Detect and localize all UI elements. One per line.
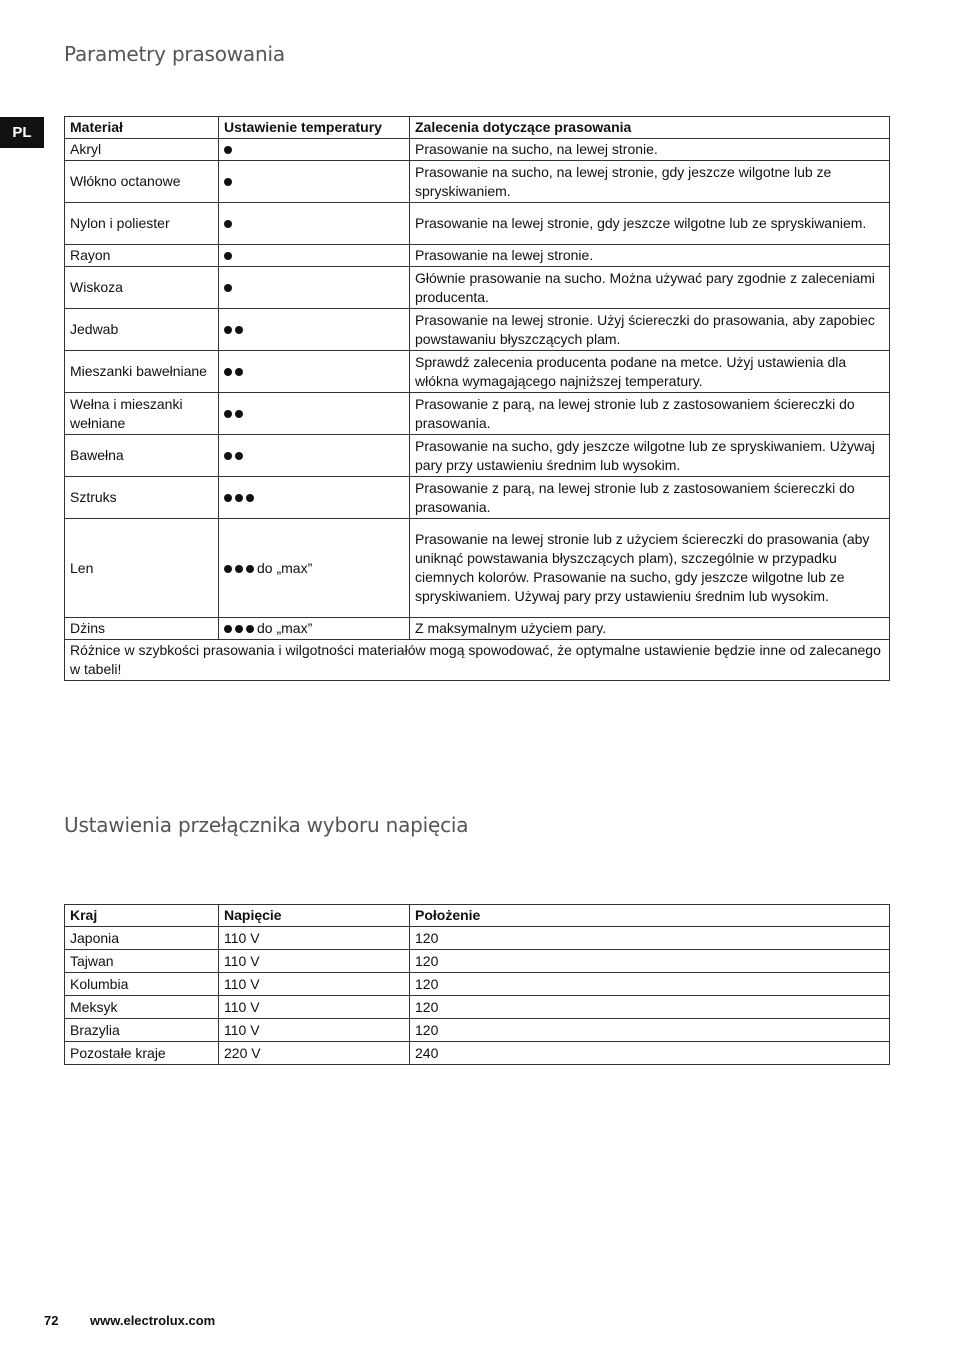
temperature-dot-icon bbox=[235, 625, 243, 633]
page-number: 72 bbox=[44, 1313, 59, 1328]
temperature-dot-icon bbox=[224, 410, 232, 418]
temperature-dot-icon bbox=[235, 452, 243, 460]
footer-url: www.electrolux.com bbox=[90, 1313, 216, 1328]
temperature-extra: do „max” bbox=[257, 620, 313, 636]
material-cell: Akryl bbox=[65, 139, 219, 161]
material-cell: Jedwab bbox=[65, 309, 219, 351]
position-cell: 120 bbox=[410, 973, 890, 996]
temperature-cell bbox=[219, 161, 410, 203]
country-cell: Meksyk bbox=[65, 996, 219, 1019]
header-advice: Zalecenia dotyczące prasowania bbox=[410, 117, 890, 139]
advice-cell: Z maksymalnym użyciem pary. bbox=[410, 618, 890, 640]
table-note-row bbox=[65, 640, 890, 681]
temperature-cell bbox=[219, 203, 410, 245]
advice-cell: Prasowanie na lewej stronie. bbox=[410, 245, 890, 267]
position-cell: 120 bbox=[410, 996, 890, 1019]
table-row bbox=[65, 927, 890, 950]
table-row bbox=[65, 245, 890, 267]
table-note: Różnice w szybkości prasowania i wilgotności materiałów mogą spowodować, że optymalne ustawienie będzie inne od zalecanego w tabeli! bbox=[65, 640, 890, 681]
temperature-dot-icon bbox=[224, 178, 232, 186]
table-row bbox=[65, 309, 890, 351]
advice-cell: Prasowanie na sucho, gdy jeszcze wilgotne lub ze spryskiwaniem. Używaj pary przy ustawieniu średnim lub wysokim. bbox=[410, 435, 890, 477]
material-cell: Wiskoza bbox=[65, 267, 219, 309]
position-cell: 120 bbox=[410, 950, 890, 973]
position-cell: 120 bbox=[410, 927, 890, 950]
material-cell: Bawełna bbox=[65, 435, 219, 477]
temperature-dot-icon bbox=[224, 326, 232, 334]
position-cell: 120 bbox=[410, 1019, 890, 1042]
table-row bbox=[65, 139, 890, 161]
table-row bbox=[65, 618, 890, 640]
temperature-dot-icon bbox=[224, 494, 232, 502]
country-cell: Tajwan bbox=[65, 950, 219, 973]
advice-cell: Prasowanie z parą, na lewej stronie lub z zastosowaniem ściereczki do prasowania. bbox=[410, 477, 890, 519]
temperature-cell bbox=[219, 245, 410, 267]
temperature-dot-icon bbox=[235, 368, 243, 376]
table-header-row bbox=[65, 117, 890, 139]
language-badge: PL bbox=[0, 117, 44, 148]
table-row bbox=[65, 203, 890, 245]
table-header-row bbox=[65, 905, 890, 927]
material-cell: Nylon i poliester bbox=[65, 203, 219, 245]
header-material: Materiał bbox=[65, 117, 219, 139]
temperature-cell bbox=[219, 309, 410, 351]
material-cell: Rayon bbox=[65, 245, 219, 267]
temperature-dot-icon bbox=[235, 494, 243, 502]
temperature-dot-icon bbox=[224, 565, 232, 573]
temperature-cell bbox=[219, 267, 410, 309]
voltage-cell: 110 V bbox=[219, 973, 410, 996]
temperature-cell bbox=[219, 477, 410, 519]
voltage-cell: 110 V bbox=[219, 996, 410, 1019]
advice-cell: Prasowanie na sucho, na lewej stronie, gdy jeszcze wilgotne lub ze spryskiwaniem. bbox=[410, 161, 890, 203]
advice-cell: Głównie prasowanie na sucho. Można używać pary zgodnie z zaleceniami producenta. bbox=[410, 267, 890, 309]
temperature-dot-icon bbox=[224, 252, 232, 260]
header-country: Kraj bbox=[65, 905, 219, 927]
temperature-dot-icon bbox=[235, 565, 243, 573]
advice-cell: Prasowanie na lewej stronie. Użyj ściereczki do prasowania, aby zapobiec powstawaniu błyszczących plam. bbox=[410, 309, 890, 351]
table-row bbox=[65, 519, 890, 618]
temperature-extra: do „max” bbox=[257, 559, 313, 576]
material-cell: Mieszanki bawełniane bbox=[65, 351, 219, 393]
temperature-dot-icon bbox=[235, 326, 243, 334]
temperature-dot-icon bbox=[224, 146, 232, 154]
material-cell: Włókno octanowe bbox=[65, 161, 219, 203]
temperature-dot-icon bbox=[224, 284, 232, 292]
section-title-ironing: Parametry prasowania bbox=[64, 42, 285, 66]
advice-cell: Sprawdź zalecenia producenta podane na metce. Użyj ustawienia dla włókna wymagającego najniższej temperatury. bbox=[410, 351, 890, 393]
temperature-cell bbox=[219, 139, 410, 161]
voltage-cell: 220 V bbox=[219, 1042, 410, 1065]
table-row bbox=[65, 351, 890, 393]
voltage-selector-table bbox=[64, 904, 890, 1065]
table-row bbox=[65, 161, 890, 203]
temperature-cell bbox=[219, 351, 410, 393]
temperature-cell bbox=[219, 519, 410, 618]
temperature-dot-icon bbox=[246, 565, 254, 573]
table-row bbox=[65, 435, 890, 477]
header-voltage: Napięcie bbox=[219, 905, 410, 927]
table-row bbox=[65, 973, 890, 996]
temperature-cell bbox=[219, 435, 410, 477]
table-row bbox=[65, 1042, 890, 1065]
material-cell: Len bbox=[65, 519, 219, 618]
temperature-dot-icon bbox=[224, 452, 232, 460]
header-position: Położenie bbox=[410, 905, 890, 927]
temperature-dot-icon bbox=[224, 220, 232, 228]
voltage-cell: 110 V bbox=[219, 1019, 410, 1042]
country-cell: Brazylia bbox=[65, 1019, 219, 1042]
advice-cell: Prasowanie na sucho, na lewej stronie. bbox=[410, 139, 890, 161]
table-row bbox=[65, 393, 890, 435]
temperature-cell bbox=[219, 393, 410, 435]
temperature-dot-icon bbox=[235, 410, 243, 418]
position-cell: 240 bbox=[410, 1042, 890, 1065]
temperature-cell bbox=[219, 618, 410, 640]
country-cell: Pozostałe kraje bbox=[65, 1042, 219, 1065]
ironing-parameters-table bbox=[64, 116, 890, 681]
section-title-voltage: Ustawienia przełącznika wyboru napięcia bbox=[64, 813, 469, 837]
temperature-dot-icon bbox=[224, 625, 232, 633]
country-cell: Kolumbia bbox=[65, 973, 219, 996]
table-row bbox=[65, 950, 890, 973]
header-temperature: Ustawienie temperatury bbox=[219, 117, 410, 139]
material-cell: Wełna i mieszanki wełniane bbox=[65, 393, 219, 435]
table-row bbox=[65, 996, 890, 1019]
country-cell: Japonia bbox=[65, 927, 219, 950]
advice-cell: Prasowanie na lewej stronie lub z użyciem ściereczki do prasowania (aby uniknąć powstawania błyszczących plam), szczególnie w przypadku ciemnych kolorów. Prasowanie na sucho, gdy jeszcze wilgotne lub ze spryskiwaniem. Używaj pary przy ustawieniu średnim lub wysokim. bbox=[410, 519, 890, 618]
table-row bbox=[65, 477, 890, 519]
material-cell: Dżins bbox=[65, 618, 219, 640]
temperature-dot-icon bbox=[246, 494, 254, 502]
voltage-cell: 110 V bbox=[219, 950, 410, 973]
voltage-cell: 110 V bbox=[219, 927, 410, 950]
table-row bbox=[65, 267, 890, 309]
temperature-dot-icon bbox=[246, 625, 254, 633]
temperature-dot-icon bbox=[224, 368, 232, 376]
advice-cell: Prasowanie z parą, na lewej stronie lub z zastosowaniem ściereczki do prasowania. bbox=[410, 393, 890, 435]
table-row bbox=[65, 1019, 890, 1042]
material-cell: Sztruks bbox=[65, 477, 219, 519]
advice-cell: Prasowanie na lewej stronie, gdy jeszcze wilgotne lub ze spryskiwaniem. bbox=[410, 203, 890, 245]
